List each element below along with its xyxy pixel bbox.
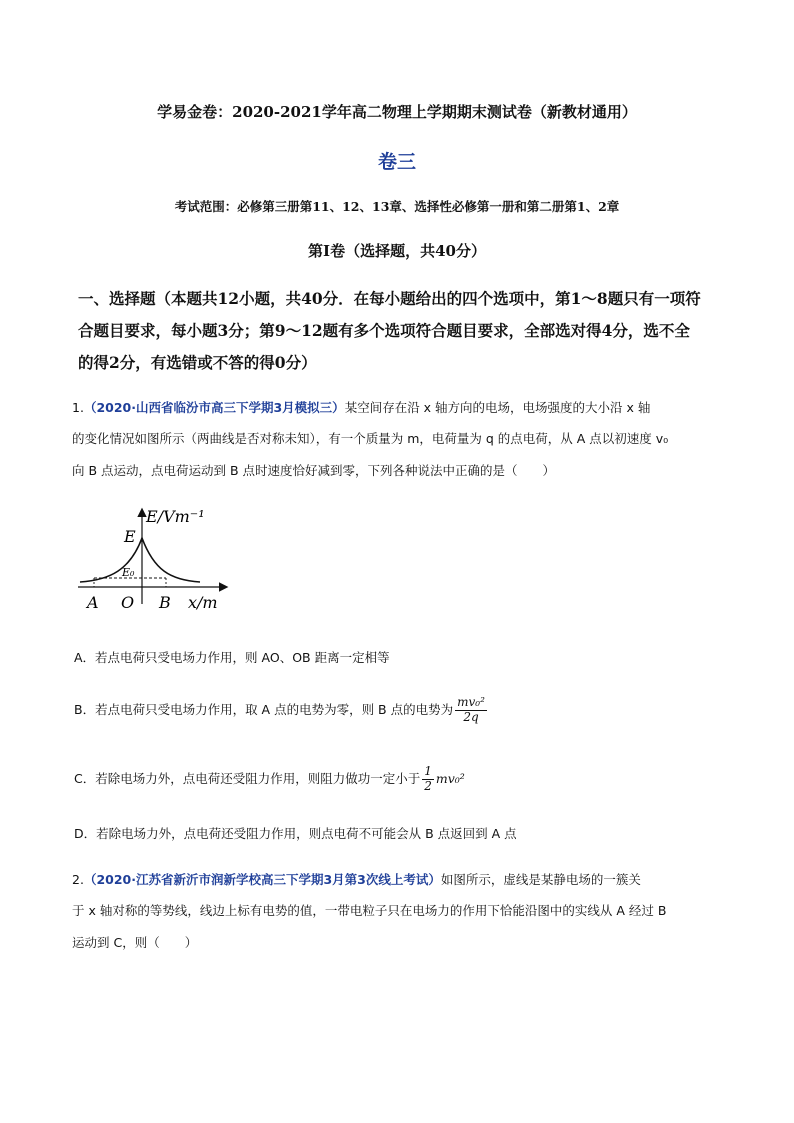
instruction-line-1: 一、选择题（本题共12小题，共40分．在每小题给出的四个选项中，第1～8题只有一项符 [78,289,701,308]
y-axis-label: E/Vm⁻¹ [146,507,205,526]
point-o-label: O [121,593,135,612]
q2-source: （2020·江苏省新沂市润新学校高三下学期3月第3次线上考试） [83,872,441,887]
q1-number: 1. [72,400,84,415]
field-curve [80,538,200,582]
point-b-label: B [159,593,171,612]
q1-line-3: 向 B 点运动，点电荷运动到 B 点时速度恰好减到零，下列各种说法中正确的是（ ） [72,463,556,478]
q2-line-1 [72,870,641,888]
paper-subtitle: 卷三 [377,151,416,173]
fraction-numerator: mv₀² [457,695,485,709]
q1-option-b-fraction [455,696,487,725]
q1-option-c-text: C．若除电场力外，点电荷还受阻力作用，则阻力做功一定小于 [74,770,421,786]
q2-number: 2. [72,872,84,887]
part-heading: 第Ⅰ卷（选择题，共40分） [308,242,486,260]
instruction-line-3: 的得2分，有选错或不答的得0分） [78,353,317,372]
x-axis-label: x/m [188,593,218,612]
q1-stem-start: 某空间存在沿 x 轴方向的电场，电场强度的大小沿 x 轴 [344,400,651,415]
q1-line-1 [72,398,650,416]
fraction-denominator: 2q [463,709,479,724]
q1-option-c-fraction [422,765,434,794]
q1-option-c [74,765,465,794]
q1-option-a: A．若点电荷只受电场力作用，则 AO、OB 距离一定相等 [74,650,390,665]
fraction-denominator: 2 [424,778,432,793]
q2-line-2: 于 x 轴对称的等势线，线边上标有电势的值，一带电粒子只在电场力的作用下恰能沿图中的实线从 A 经过 B [72,903,667,918]
q1-source: （2020·山西省临汾市高三下学期3月模拟三） [83,400,345,415]
exam-title: 学易金卷：2020-2021学年高二物理上学期期末测试卷（新教材通用） [157,103,637,121]
instruction-line-2: 合题目要求，每小题3分；第9～12题有多个选项符合题目要求，全部选对得4分，选不全 [78,321,690,340]
point-a-label: A [87,593,99,612]
q1-field-graph [70,500,240,620]
q1-line-2: 的变化情况如图所示（两曲线是否对称未知），有一个质量为 m，电荷量为 q 的点电荷，从 A 点以初速度 v₀ [72,431,669,446]
q1-option-b-text: B．若点电荷只受电场力作用，取 A 点的电势为零，则 B 点的电势为 [74,701,454,717]
q1-option-b [74,696,489,725]
q2-stem-start: 如图所示，虚线是某静电场的一簇关 [440,872,641,887]
e0-label: E₀ [122,566,135,579]
q1-option-d: D．若除电场力外，点电荷还受阻力作用，则点电荷不可能会从 B 点返回到 A 点 [74,826,517,841]
q1-option-c-expr: mv₀² [435,770,465,786]
peak-label: E [124,527,136,546]
q2-line-3: 运动到 C，则（ ） [72,935,198,950]
fraction-numerator: 1 [424,764,432,778]
exam-scope: 考试范围：必修第三册第11、12、13章、选择性必修第一册和第二册第1、2章 [174,199,620,214]
